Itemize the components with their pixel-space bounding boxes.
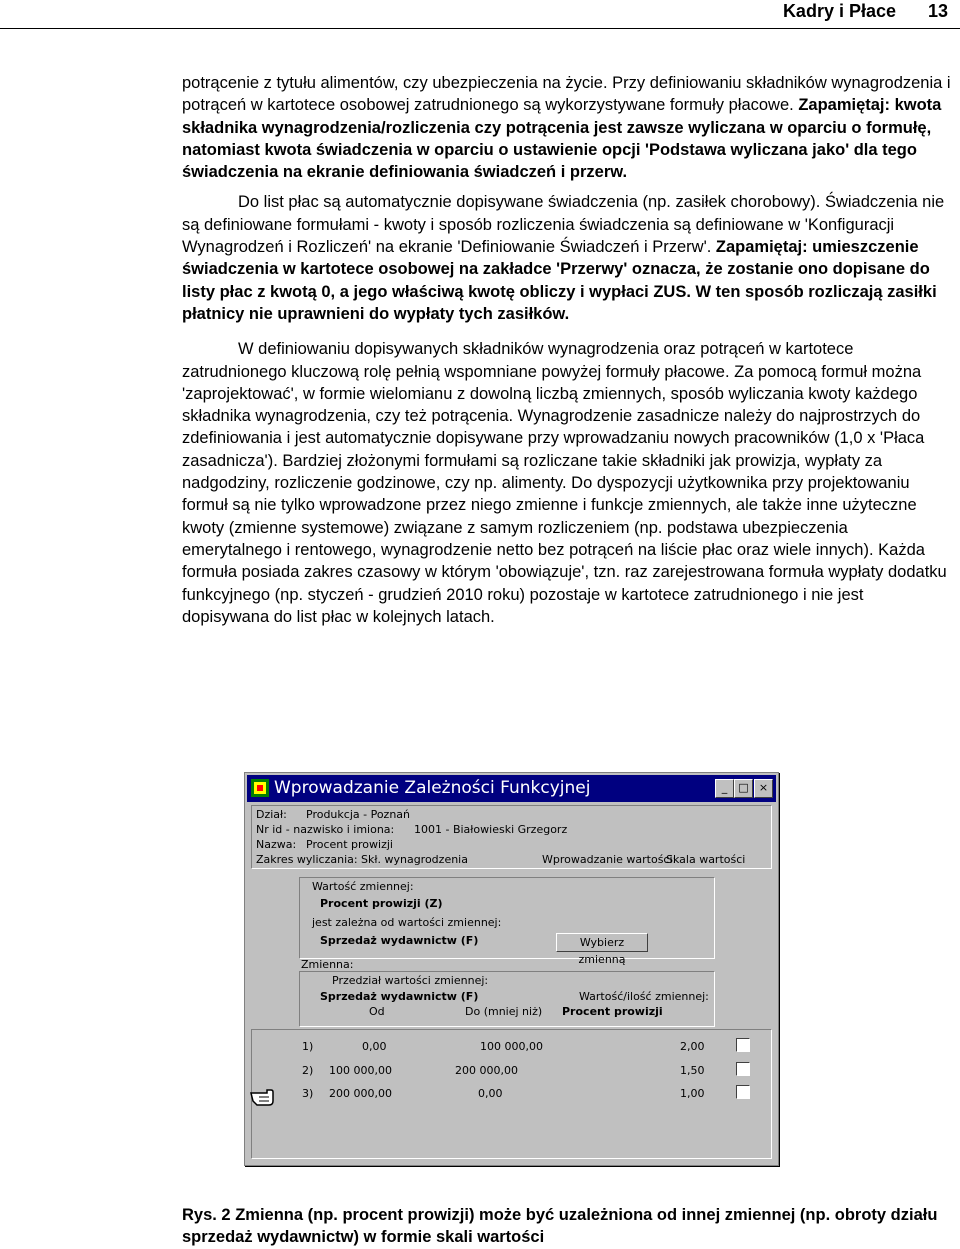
- pointing-hand-icon: [249, 1079, 279, 1109]
- zalezna-label: jest zależna od wartości zmiennej:: [312, 916, 502, 929]
- app-icon: [251, 779, 269, 797]
- col-do-header: Do (mniej niż): [465, 1005, 543, 1018]
- page-number: 13: [927, 1, 948, 21]
- row-3-od: 200 000,00: [329, 1087, 392, 1100]
- info-panel: [251, 805, 772, 869]
- row-3-wartosc: 1,00: [680, 1087, 705, 1100]
- paragraph-1-text: potrącenie z tytułu alimentów, czy ubezpieczenia na życie. Przy definiowaniu składników wynagrodzenia i potrąceń w kartotece osobowej zatrudnionego są wykorzystywane formuły płacowe.: [182, 74, 951, 115]
- range-panel: [299, 971, 715, 1027]
- row-3-checkbox[interactable]: [736, 1085, 750, 1099]
- zakres-value: Skł. wynagrodzenia: [361, 853, 468, 866]
- col-procent-header: Procent prowizji: [562, 1005, 663, 1018]
- paragraph-3: W definiowaniu dopisywanych składników wynagrodzenia oraz potrąceń w kartotece zatrudnionego kluczową rolę pełnią wspomniane powyżej formuły płacowe. Za pomocą formuł można 'zaprojektować', w formie wielomianu z dowolną liczbą zmiennych, sposób wyliczania kwoty każdego składnika wynagrodzenia, czy też potrącenia. Wynagrodzenie zasadnicze należy do najprostrzych do zdefiniowania i jest automatycznie dopisywane przy wprowadzaniu nowych pracowników (1,0 x 'Płaca zasadnicza'). Bardziej złożonymi formułami są rozliczane takie składniki jak prowizja, wypłaty za nadgodziny, rozliczenie godzinowe, czy np. alimenty. Do dyspozycji użytkownika przy projektowaniu formuł są nie tylko wprowadzone przez niego zmienne i funkcje zmiennych, ale także inne użyteczne kwoty (zmienne systemowe) związane z samym rozliczeniem (np. podstawa ubezpieczenia emerytalnego i rentowego, wynagrodzenie netto bez potrąceń na liście płac oraz wiele innych). Każda formuła posiada zakres czasowy w którym 'obowiązuje', tzn. raz zarejestrowana formuła wypłaty dodatku funkcyjnego (np. styczeń - grudzień 2010 roku) pozostaje w kartotece zatrudnionego i nie jest dopisywana do list płac w kolejnych latach.: [182, 340, 947, 626]
- wartosc-zmiennej-value: Procent prowizji (Z): [320, 897, 443, 910]
- header-title: Kadry i Płace: [782, 1, 896, 21]
- rows-panel: [251, 1029, 772, 1159]
- row-3-idx: 3): [302, 1087, 314, 1100]
- dialog-titlebar[interactable]: [247, 775, 776, 802]
- choose-variable-button[interactable]: Wybierz zmienną: [556, 933, 648, 952]
- zmienna-label: Zmienna:: [301, 958, 354, 971]
- figure-caption: Rys. 2 Zmienna (np. procent prowizji) może być uzależniona od innej zmiennej (np. obroty działu sprzedaż wydawnictw) w formie skali wartości: [182, 1206, 938, 1246]
- wprow-wartosci-label: Wprowadzanie wartości:: [542, 853, 677, 866]
- wprow-wartosci-value: Skala wartości: [666, 853, 746, 866]
- dialog-window: [244, 772, 779, 1166]
- wartosc-ilosc-label: Wartość/ilość zmiennej:: [579, 990, 709, 1003]
- row-2-idx: 2): [302, 1064, 314, 1077]
- row-2-checkbox[interactable]: [736, 1062, 750, 1076]
- nazwa-label: Nazwa:: [256, 838, 297, 851]
- wartosc-zmiennej-label: Wartość zmiennej:: [312, 880, 414, 893]
- row-2-do: 200 000,00: [455, 1064, 518, 1077]
- row-1-wartosc: 2,00: [680, 1040, 705, 1053]
- przedzial-value: Sprzedaż wydawnictw (F): [320, 990, 479, 1003]
- paragraph-1-bold: Zapamiętaj: kwota składnika wynagrodzenia/rozliczenia czy potrącenia jest zawsze wyliczana w oparciu o formułę, natomiast kwota świadczenia w oparciu o ustawienie opcji 'Podstawa wyliczana jako' dla tego świadczenia na ekranie definiowania świadczeń i przerw.: [182, 96, 942, 182]
- zakres-label: Zakres wyliczania:: [256, 853, 358, 866]
- row-1-do: 100 000,00: [480, 1040, 543, 1053]
- row-1-od: 0,00: [362, 1040, 387, 1053]
- zalezna-value: Sprzedaż wydawnictw (F): [320, 934, 479, 947]
- body-text: [182, 72, 952, 628]
- paragraph-2: [182, 191, 952, 325]
- dialog-title: Wprowadzanie Zależności Funkcyjnej: [274, 778, 591, 798]
- paragraph-2-text: Do list płac są automatycznie dopisywane świadczenia (np. zasiłek chorobowy). Świadczenia nie są definiowane formułami - kwoty i sposób rozliczenia świadczenia są definiowane w 'Konfiguracji Wynagrodzeń i Rozliczeń' na ekranie 'Definiowanie Świadczeń i Przerw'.: [182, 193, 945, 257]
- nrid-label: Nr id - nazwisko i imiona:: [256, 823, 395, 836]
- nrid-value: 1001 - Białowieski Grzegorz: [414, 823, 568, 836]
- nazwa-value: Procent prowizji: [306, 838, 393, 851]
- row-3-do: 0,00: [478, 1087, 503, 1100]
- row-2-wartosc: 1,50: [680, 1064, 705, 1077]
- dzial-label: Dział:: [256, 808, 287, 821]
- row-1-idx: 1): [302, 1040, 314, 1053]
- przedzial-label: Przedział wartości zmiennej:: [332, 974, 489, 987]
- dzial-value: Produkcja - Poznań: [306, 808, 411, 821]
- close-button[interactable]: ×: [754, 779, 773, 798]
- col-od-header: Od: [369, 1005, 385, 1018]
- row-2-od: 100 000,00: [329, 1064, 392, 1077]
- minimize-button[interactable]: _: [715, 779, 734, 798]
- row-1-checkbox[interactable]: [736, 1038, 750, 1052]
- maximize-button[interactable]: □: [734, 779, 753, 798]
- page-header: [0, 0, 960, 29]
- paragraph-2-bold: Zapamiętaj: umieszczenie świadczenia w kartotece osobowej na zakładce 'Przerwy' oznacza, że zostanie ono dopisane do listy płac z kwotą 0, a jego właściwą kwotę obliczy i wypłaci ZUS. W ten sposób rozliczają zasiłki płatnicy nie uprawnieni do wypłaty tych zasiłków.: [182, 238, 937, 323]
- paragraph-1: [182, 72, 952, 183]
